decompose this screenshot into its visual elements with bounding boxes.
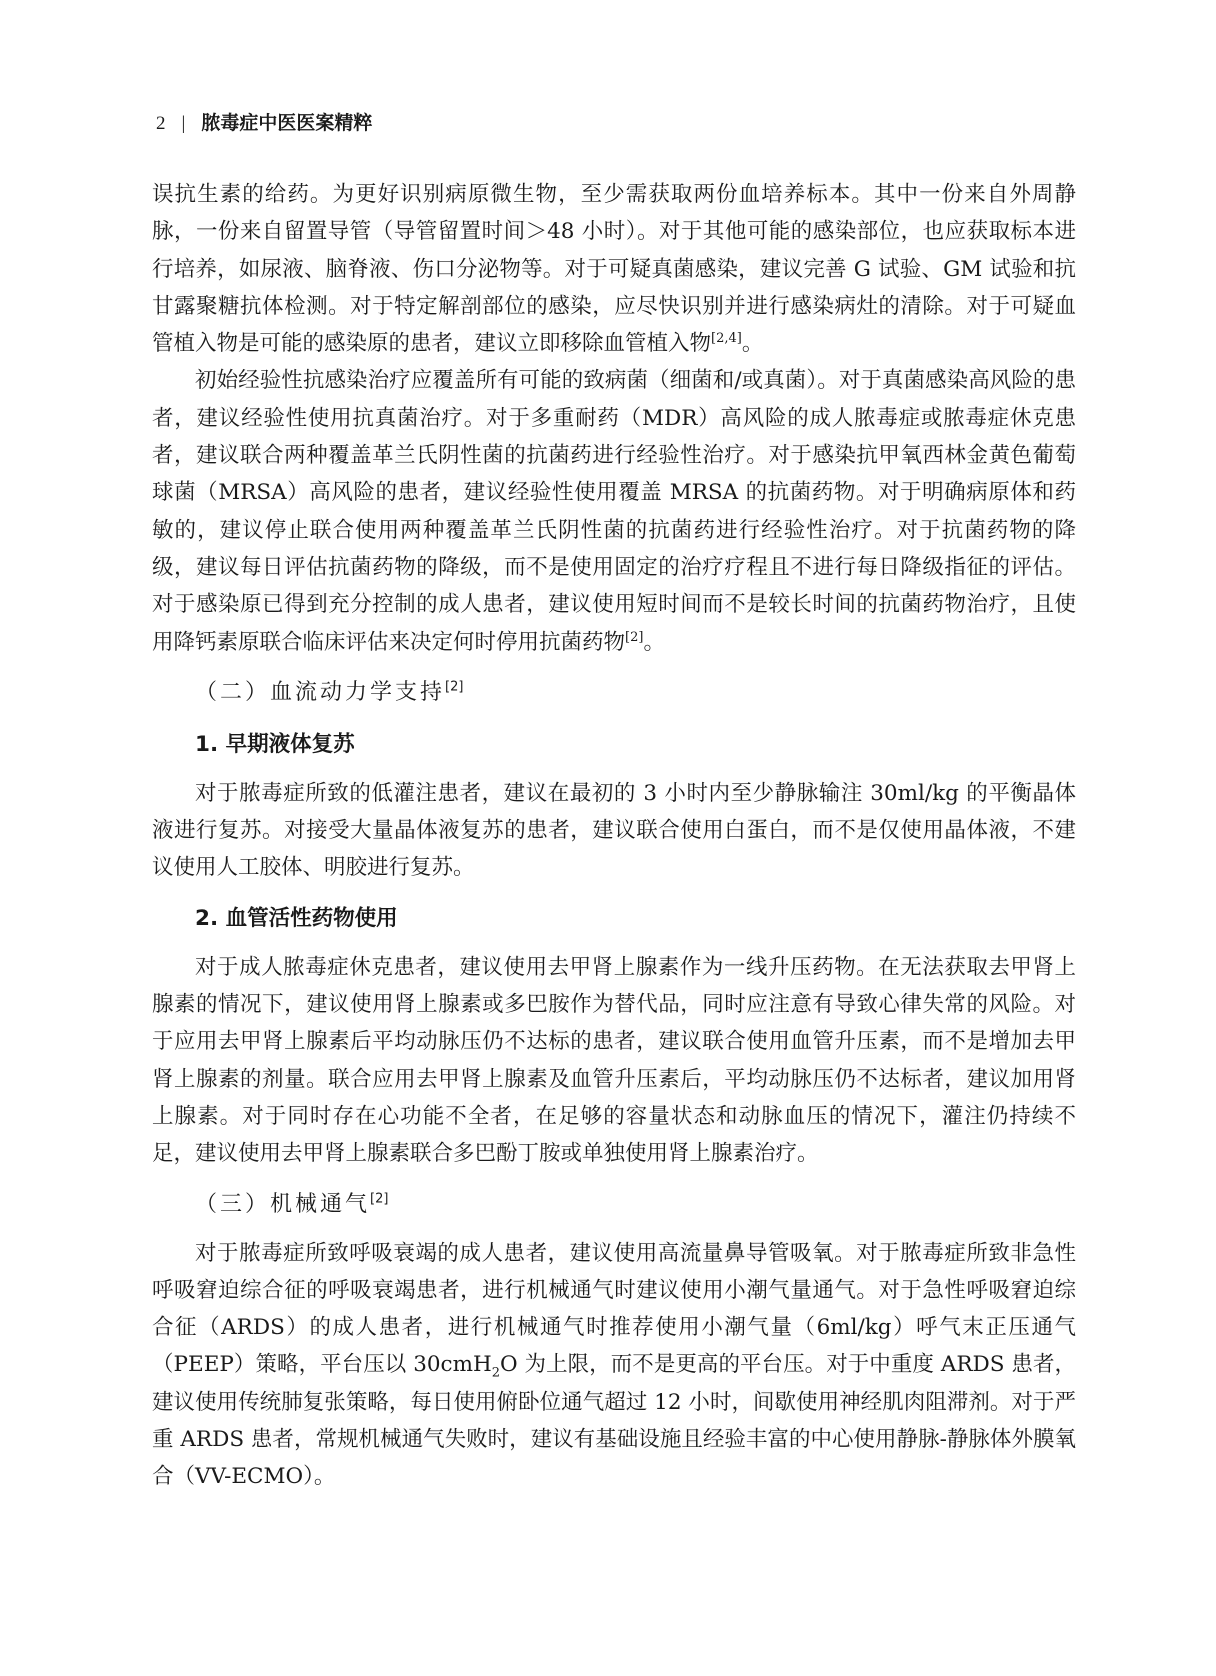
paragraph-text: 对于脓毒症所致呼吸衰竭的成人患者，建议使用高流量鼻导管吸氧。对于脓毒症所致非急性呼吸窘迫综合征的呼吸衰竭患者，进行机械通气时建议使用小潮气量通气。对于急性呼吸窘迫综合征（ARDS）的成人患者，进行机械通气时推荐使用小潮气量（6ml/kg）呼气末正压通气（PEEP）策略，平台压以 30cmH (152, 1240, 1076, 1378)
section-heading-hemodynamic-support (152, 673, 1076, 713)
section-heading-mechanical-ventilation (152, 1185, 1076, 1225)
paragraph-fluid-resuscitation: 对于脓毒症所致的低灌注患者，建议在最初的 3 小时内至少静脉输注 30ml/kg 的平衡晶体液进行复苏。对接受大量晶体液复苏的患者，建议联合使用白蛋白，而不是仅使用晶体液，不建议使用人工胶体、明胶进行复苏。 (152, 780, 1076, 881)
page-number: 2 (156, 113, 166, 134)
subsection-heading-vasoactive-drugs: 2. 血管活性药物使用 (195, 905, 398, 931)
body-text (152, 176, 1076, 1496)
heading-text: （三）机械通气 (195, 1191, 371, 1217)
paragraph-vasoactive-drugs: 对于成人脓毒症休克患者，建议使用去甲肾上腺素作为一线升压药物。在无法获取去甲肾上腺素的情况下，建议使用肾上腺素或多巴胺作为替代品，同时应注意有导致心律失常的风险。对于应用去甲肾上腺素后平均动脉压仍不达标的患者，建议联合使用血管升压素，而不是增加去甲肾上腺素的剂量。联合应用去甲肾上腺素及血管升压素后，平均动脉压仍不达标者，建议加用肾上腺素。对于同时存在心功能不全者，在足够的容量状态和动脉血压的情况下，灌注仍持续不足，建议使用去甲肾上腺素联合多巴酚丁胺或单独使用肾上腺素治疗。 (152, 954, 1076, 1167)
citation[interactable]: [2] (625, 629, 644, 645)
heading-text: （二）血流动力学支持 (195, 679, 446, 705)
paragraph-text: 初始经验性抗感染治疗应覆盖所有可能的致病菌（细菌和/或真菌）。对于真菌感染高风险的患者，建议经验性使用抗真菌治疗。对于多重耐药（MDR）高风险的成人脓毒症或脓毒症休克患者，建议联合两种覆盖革兰氏阴性菌的抗菌药进行经验性治疗。对于感染抗甲氧西林金黄色葡萄球菌（MRSA）高风险的患者，建议经验性使用覆盖 MRSA 的抗菌药物。对于明确病原体和药敏的，建议停止联合使用两种覆盖革兰氏阴性菌的抗菌药进行经验性治疗。对于抗菌药物的降级，建议每日评估抗菌药物的降级，而不是使用固定的治疗疗程且不进行每日降级指征的评估。对于感染原已得到充分控制的成人患者，建议使用短时间而不是较长时间的抗菌药物治疗，且使用降钙素原联合临床评估来决定何时停用抗菌药物 (152, 368, 1076, 655)
citation[interactable]: [2] (445, 679, 464, 695)
paragraph-mechanical-ventilation (152, 1235, 1076, 1496)
subsection-heading-fluid-resuscitation: 1. 早期液体复苏 (195, 731, 355, 757)
paragraph-antibiotic-therapy (152, 362, 1076, 660)
citation[interactable]: [2,4] (711, 331, 742, 347)
citation[interactable]: [2] (370, 1191, 389, 1207)
paragraph-text: O 为上限，而不是更高的平台压。对于中重度 ARDS 患者，建议使用传统肺复张策略，每日使用俯卧位通气超过 12 小时，间歇使用神经肌肉阻滞剂。对于严重 ARDS 患者，常规机械通气失败时，建议有基础设施且经验丰富的中心使用静脉-静脉体外膜氧合（VV-ECMO）。 (152, 1352, 1076, 1490)
paragraph-tail: 。 (741, 331, 764, 357)
paragraph-continued (152, 176, 1076, 362)
running-header (156, 108, 372, 139)
subscript: 2 (491, 1365, 501, 1381)
paragraph-tail: 。 (643, 629, 665, 655)
book-title: 脓毒症中医医案精粹 (201, 112, 373, 134)
paragraph-text: 误抗生素的给药。为更好识别病原微生物，至少需获取两份血培养标本。其中一份来自外周静脉，一份来自留置导管（导管留置时间＞48 小时）。对于其他可能的感染部位，也应获取标本进行培养，如尿液、脑脊液、伤口分泌物等。对于可疑真菌感染，建议完善 G 试验、GM 试验和抗甘露聚糖抗体检测。对于特定解剖部位的感染，应尽快识别并进行感染病灶的清除。对于可疑血管植入物是可能的感染原的患者，建议立即移除血管植入物 (152, 182, 1076, 357)
header-separator: | (181, 113, 186, 134)
